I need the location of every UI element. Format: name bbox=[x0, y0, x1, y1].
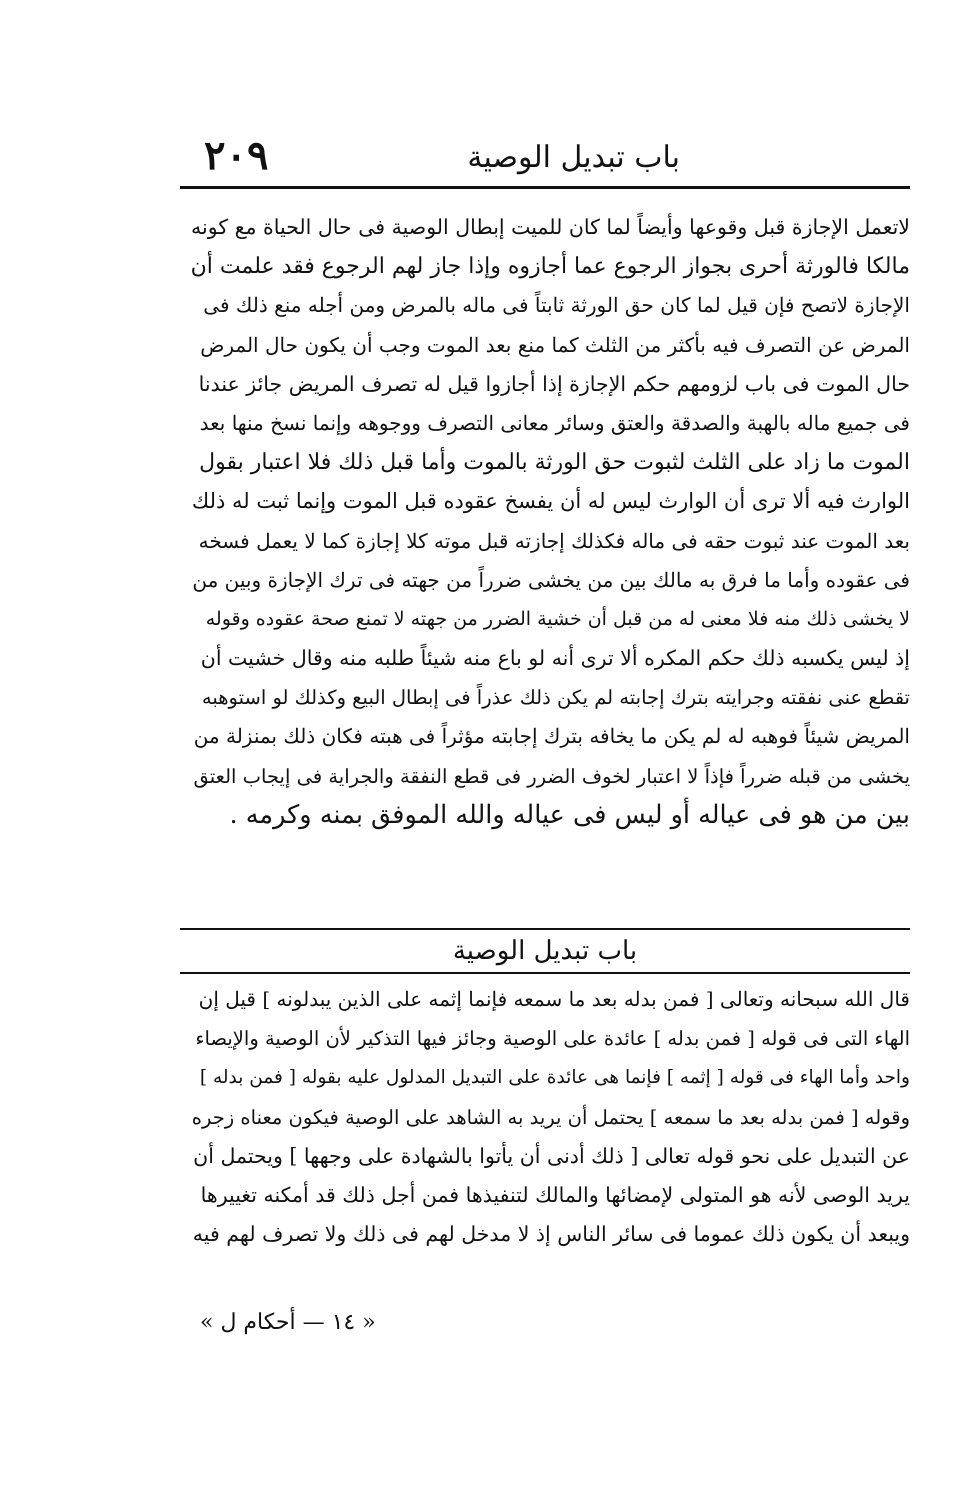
text-line: فى جميع ماله بالهبة والصدقة والعتق وسائر معانى التصرف ووجوهه وإنما نسخ منها بعد bbox=[199, 410, 910, 435]
section-heading: باب تبديل الوصية bbox=[452, 936, 638, 966]
text-line: الوارث فيه ألا ترى أن الوارث ليس له أن يفسخ عقوده قبل الموت وإنما ثبت له ذلك bbox=[191, 489, 910, 514]
text-line: فى عقوده وأما ما فرق به مالك بين من يخشى ضرراً من جهته فى ترك الإجازة وبين من bbox=[192, 567, 910, 592]
text-line: حال الموت فى باب لزومهم حكم الإجازة إذا أجازوا قيل له تصرف المريض جائز عندنا bbox=[198, 371, 910, 396]
paragraph-two bbox=[188, 980, 910, 1254]
paragraph-one bbox=[188, 208, 910, 835]
text-line: قال الله سبحانه وتعالى [ فمن بدله بعد ما سمعه فإنما إثمه على الذين يبدلونه ] قيل إن bbox=[198, 987, 910, 1011]
page-number: ٢٠٩ bbox=[204, 132, 269, 179]
signature-mark: « ١٤ — أحكام ل » bbox=[200, 1310, 376, 1335]
text-line: الإجازة لاتصح فإن قيل لما كان حق الورثة ثابتاً فى ماله بالمرض ومن أجله منع ذلك فى bbox=[203, 293, 910, 318]
text-line: المريض شيئاً فوهبه له لم يكن ما يخافه بترك إجابته مؤثراً فى هبته فكان ذلك بمنزلة من bbox=[193, 724, 910, 749]
text-line: لاتعمل الإجازة قبل وقوعها وأيضاً لما كان للميت إبطال الوصية فى حال الحياة مع كونه bbox=[191, 215, 910, 239]
text-line: إذ ليس يكسبه ذلك حكم المكره ألا ترى أنه لو باع منه شيئاً طلبه منه وقال خشيت أن bbox=[200, 646, 910, 671]
page-header bbox=[180, 128, 910, 189]
section-divider-top bbox=[180, 928, 910, 930]
section-divider-bottom bbox=[180, 972, 910, 974]
text-line: لا يخشى ذلك منه فلا معنى له من قبل أن خشية الضرر من جهته لا تمنع صحة عقوده وقوله bbox=[205, 607, 910, 630]
running-chapter-title: باب تبديل الوصية bbox=[467, 140, 680, 175]
text-line: بعد الموت عند ثبوت حقه فى ماله فكذلك إجازته قبل موته كلا إجازة كما لا يعمل فسخه bbox=[198, 528, 910, 553]
text-line: المرض عن التصرف فيه بأكثر من الثلث كما منع بعد الموت وجب أن يكون حال المرض bbox=[200, 332, 910, 357]
text-line: واحد وأما الهاء فى قوله [ إثمه ] فإنما هى عائدة على التبديل المدلول عليه بقوله [ فمن بدله ] bbox=[199, 1067, 910, 1089]
text-line: عن التبديل على نحو قوله تعالى [ ذلك أدنى أن يأتوا بالشهادة على وجهها ] ويحتمل أن bbox=[193, 1143, 910, 1168]
text-line: يخشى من قبله ضرراً فإذاً لا اعتبار لخوف الضرر فى قطع النفقة والجراية فى إيجاب العتق bbox=[193, 764, 910, 788]
text-line: الموت ما زاد على الثلث لثبوت حق الورثة بالموت وأما قبل ذلك فلا اعتبار بقول bbox=[199, 450, 910, 476]
text-line: تقطع عنى نفقته وجرايته بترك إجابته لم يكن ذلك عذراً فى إبطال البيع وكذلك لو استوهبه bbox=[201, 686, 910, 710]
text-line: بين من هو فى عياله أو ليس فى عياله والله الموفق بمنه وكرمه . bbox=[229, 799, 910, 830]
text-line: وقوله [ فمن بدله بعد ما سمعه ] يحتمل أن يريد به الشاهد على الوصية فيكون معناه زجره bbox=[191, 1105, 910, 1129]
text-line: ويبعد أن يكون ذلك عموما فى سائر الناس إذ لا مدخل لهم فى ذلك ولا تصرف لهم فيه bbox=[192, 1222, 910, 1247]
text-line: يريد الوصى لأنه هو المتولى لإمضائها والمالك لتنفيذها فمن أجل ذلك قد أمكنه تغييرها bbox=[200, 1182, 910, 1207]
text-line: الهاء التى فى قوله [ فمن بدله ] عائدة على الوصية وجائز فيها التذكير لأن الوصية والإيصاء bbox=[195, 1027, 910, 1051]
text-line: مالكا فالورثة أحرى بجواز الرجوع عما أجازوه وإذا جاز لهم الرجوع فقد علمت أن bbox=[190, 254, 910, 280]
